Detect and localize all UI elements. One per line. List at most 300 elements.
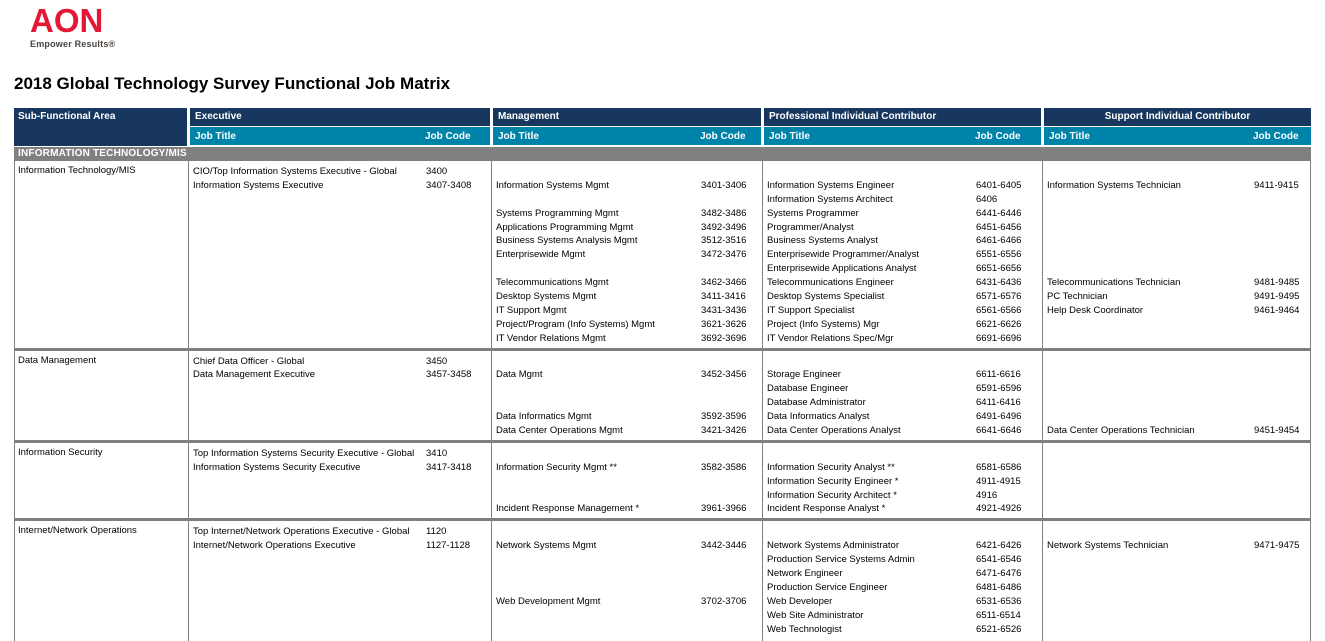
job-title <box>1043 332 1254 346</box>
job-title <box>189 581 426 595</box>
job-line <box>492 525 762 539</box>
job-line <box>1043 165 1312 179</box>
job-code <box>1254 332 1312 346</box>
job-code <box>1254 567 1312 581</box>
job-code: 3452-3456 <box>701 369 747 381</box>
job-title <box>1043 567 1254 581</box>
job-code <box>1254 553 1312 567</box>
header-job-title: Job Title <box>195 130 236 142</box>
job-line <box>1043 355 1312 369</box>
job-title: Telecommunications Mgmt <box>496 277 609 289</box>
job-title: PC Technician <box>1047 291 1108 303</box>
job-title <box>1043 581 1254 595</box>
job-code <box>1254 410 1312 424</box>
job-code <box>1254 525 1312 539</box>
job-line <box>763 623 1042 637</box>
group-cell-management <box>491 521 762 641</box>
job-code: 6421-6426 <box>976 540 1022 552</box>
job-code: 3482-3486 <box>701 207 747 219</box>
job-code: 3592-3596 <box>701 411 747 423</box>
job-title <box>1043 502 1254 516</box>
job-line <box>189 221 491 235</box>
job-line <box>763 447 1042 461</box>
job-line <box>189 290 491 304</box>
job-line <box>492 304 762 318</box>
job-code: 9491-9495 <box>1254 291 1300 303</box>
job-title: Data Management Executive <box>193 369 315 381</box>
job-line <box>1043 475 1312 489</box>
job-line <box>492 248 762 262</box>
group-cell-professional-ic <box>762 521 1042 641</box>
job-line <box>763 248 1042 262</box>
job-line <box>492 332 762 346</box>
job-title <box>189 424 426 438</box>
job-code: 6511-6514 <box>976 609 1021 621</box>
job-code <box>426 290 491 304</box>
job-line <box>1043 553 1312 567</box>
job-code: 6621-6626 <box>976 318 1022 330</box>
job-code: 6481-6486 <box>976 581 1022 593</box>
job-line <box>492 553 762 567</box>
job-line <box>763 262 1042 276</box>
job-line <box>492 290 762 304</box>
group-cell-support-ic <box>1042 161 1312 348</box>
job-title <box>1043 207 1254 221</box>
job-code <box>426 207 491 221</box>
job-line <box>1043 396 1312 410</box>
job-line <box>492 461 762 475</box>
job-line <box>763 304 1042 318</box>
job-code: 4911-4915 <box>976 475 1021 487</box>
job-code <box>1254 623 1312 637</box>
job-line <box>189 318 491 332</box>
job-title: Information Systems Architect <box>767 193 893 205</box>
job-code: 1127-1128 <box>426 540 471 552</box>
job-title: Internet/Network Operations Executive <box>193 540 356 552</box>
job-title <box>492 525 701 539</box>
job-code <box>426 623 491 637</box>
job-line <box>1043 525 1312 539</box>
job-code <box>426 332 491 346</box>
header-group-label-support-ic: Support Individual Contributor <box>1044 108 1311 127</box>
job-code <box>426 318 491 332</box>
job-code: 6406 <box>976 193 998 205</box>
job-title: Top Information Systems Security Executive - Global <box>193 447 415 459</box>
job-line <box>492 567 762 581</box>
job-line <box>763 355 1042 369</box>
job-code <box>1254 447 1312 461</box>
job-title: Incident Response Management * <box>496 503 640 515</box>
job-code <box>1254 489 1312 503</box>
group-cell-executive <box>188 521 491 641</box>
job-title <box>1043 553 1254 567</box>
job-line <box>492 424 762 438</box>
job-code <box>701 567 762 581</box>
job-line <box>1043 221 1312 235</box>
job-code <box>426 304 491 318</box>
job-title <box>1043 525 1254 539</box>
job-line <box>1043 581 1312 595</box>
job-title: Storage Engineer <box>767 369 841 381</box>
group-cell-management <box>491 351 762 440</box>
job-code <box>426 567 491 581</box>
job-title <box>189 623 426 637</box>
job-code <box>1254 262 1312 276</box>
header-job-code: Job Code <box>700 130 746 142</box>
job-line <box>1043 623 1312 637</box>
job-title: Data Informatics Analyst <box>767 411 870 423</box>
job-title: Systems Programming Mgmt <box>496 207 619 219</box>
job-title: Applications Programming Mgmt <box>496 221 634 233</box>
job-line <box>1043 304 1312 318</box>
job-code: 4921-4926 <box>976 503 1022 515</box>
job-line <box>189 595 491 609</box>
job-title <box>1043 193 1254 207</box>
job-line <box>189 355 491 369</box>
job-line <box>763 165 1042 179</box>
job-title <box>492 475 701 489</box>
job-code: 6641-6646 <box>976 425 1022 437</box>
job-title <box>189 221 426 235</box>
job-title: Telecommunications Technician <box>1047 277 1181 289</box>
job-title: Information Security Mgmt ** <box>496 461 617 473</box>
job-line <box>189 368 491 382</box>
job-code <box>701 609 762 623</box>
job-title <box>189 396 426 410</box>
job-code <box>1254 165 1312 179</box>
job-code <box>1254 461 1312 475</box>
header-sub-functional-area: Sub-Functional Area <box>14 108 187 146</box>
job-line <box>189 609 491 623</box>
job-code <box>701 623 762 637</box>
job-title <box>1043 248 1254 262</box>
job-line <box>763 489 1042 503</box>
group-cell-management <box>491 443 762 518</box>
job-line <box>189 276 491 290</box>
job-line <box>1043 447 1312 461</box>
job-title <box>1043 410 1254 424</box>
job-code <box>976 525 1042 539</box>
job-line <box>1043 567 1312 581</box>
job-line <box>189 304 491 318</box>
job-title <box>1043 447 1254 461</box>
job-title: Data Informatics Mgmt <box>496 411 592 423</box>
job-title <box>1043 475 1254 489</box>
job-line <box>189 179 491 193</box>
job-title <box>492 553 701 567</box>
job-code: 6581-6586 <box>976 461 1022 473</box>
job-title: Web Development Mgmt <box>496 595 601 607</box>
job-title: Business Systems Analysis Mgmt <box>496 235 638 247</box>
job-title <box>763 447 976 461</box>
job-line <box>1043 461 1312 475</box>
group-cell-executive <box>188 443 491 518</box>
job-code <box>426 276 491 290</box>
job-line <box>492 623 762 637</box>
job-code: 3621-3626 <box>701 318 747 330</box>
group-cell-professional-ic <box>762 443 1042 518</box>
job-line <box>763 567 1042 581</box>
job-code <box>426 475 491 489</box>
matrix-row <box>14 521 1311 641</box>
job-title: Information Systems Security Executive <box>193 461 361 473</box>
job-line <box>189 234 491 248</box>
job-line <box>763 539 1042 553</box>
job-code <box>426 609 491 623</box>
job-title: Information Systems Engineer <box>767 179 895 191</box>
job-title: Project/Program (Info Systems) Mgmt <box>496 318 655 330</box>
job-code: 6441-6446 <box>976 207 1022 219</box>
job-line <box>189 581 491 595</box>
job-title <box>492 623 701 637</box>
job-title: Information Security Analyst ** <box>767 461 895 473</box>
header-subrow-professional-ic <box>764 127 1041 145</box>
job-code: 3431-3436 <box>701 304 747 316</box>
header-group-label-professional-ic: Professional Individual Contributor <box>764 108 1041 127</box>
job-code: 6551-6556 <box>976 249 1022 261</box>
job-line <box>189 165 491 179</box>
job-title <box>492 355 701 369</box>
job-title <box>492 193 701 207</box>
job-line <box>1043 595 1312 609</box>
job-title: Network Systems Administrator <box>767 540 899 552</box>
job-title <box>1043 165 1254 179</box>
job-code: 3961-3966 <box>701 503 747 515</box>
job-code: 3442-3446 <box>701 540 747 552</box>
job-line <box>1043 193 1312 207</box>
job-title: Enterprisewide Programmer/Analyst <box>767 249 920 261</box>
job-line <box>1043 290 1312 304</box>
job-code <box>1254 248 1312 262</box>
job-title <box>189 332 426 346</box>
job-code <box>1254 318 1312 332</box>
job-code <box>426 262 491 276</box>
header-job-title: Job Title <box>1049 130 1090 142</box>
job-code: 3457-3458 <box>426 369 472 381</box>
job-title <box>1043 234 1254 248</box>
job-line <box>189 553 491 567</box>
job-line <box>1043 179 1312 193</box>
table-header <box>14 108 1311 146</box>
job-line <box>189 424 491 438</box>
job-code: 4916 <box>976 489 998 501</box>
job-title <box>492 382 701 396</box>
job-line <box>189 447 491 461</box>
job-title <box>189 234 426 248</box>
job-title <box>492 489 701 503</box>
group-cell-support-ic <box>1042 351 1312 440</box>
job-line <box>189 502 491 516</box>
header-job-code: Job Code <box>425 130 471 142</box>
job-code: 6541-6546 <box>976 554 1022 566</box>
job-title <box>189 475 426 489</box>
job-title: Network Engineer <box>767 568 843 580</box>
job-title <box>1043 489 1254 503</box>
job-code <box>701 581 762 595</box>
job-line <box>763 382 1042 396</box>
job-line <box>492 502 762 516</box>
job-line <box>763 525 1042 539</box>
job-code <box>1254 207 1312 221</box>
job-code: 9451-9454 <box>1254 425 1300 437</box>
job-line <box>763 332 1042 346</box>
job-title: Information Security Architect * <box>767 489 897 501</box>
header-group-label-management: Management <box>493 108 761 127</box>
job-matrix-table <box>14 108 1311 641</box>
job-title <box>189 567 426 581</box>
job-code <box>1254 355 1312 369</box>
job-line <box>1043 609 1312 623</box>
job-code: 9471-9475 <box>1254 540 1300 552</box>
job-code <box>701 475 762 489</box>
job-code: 3401-3406 <box>701 179 747 191</box>
job-title: Data Center Operations Analyst <box>767 425 901 437</box>
job-line <box>1043 539 1312 553</box>
group-cell-management <box>491 161 762 348</box>
section-bar-information-technology-mis: INFORMATION TECHNOLOGY/MIS <box>14 146 1311 161</box>
job-line <box>763 179 1042 193</box>
job-title <box>1043 461 1254 475</box>
job-line <box>492 447 762 461</box>
header-group-label-executive: Executive <box>190 108 490 127</box>
group-cell-professional-ic <box>762 351 1042 440</box>
group-cell-support-ic <box>1042 521 1312 641</box>
job-line <box>1043 234 1312 248</box>
job-title: Enterprisewide Applications Analyst <box>767 263 917 275</box>
job-line <box>1043 332 1312 346</box>
job-code: 6651-6656 <box>976 263 1022 275</box>
job-code <box>426 424 491 438</box>
job-title: Database Engineer <box>767 383 849 395</box>
job-line <box>492 193 762 207</box>
sub-functional-area-cell: Information Technology/MIS <box>18 165 136 176</box>
job-line <box>189 207 491 221</box>
job-title <box>189 248 426 262</box>
job-code <box>1254 609 1312 623</box>
job-code <box>1254 193 1312 207</box>
header-job-title: Job Title <box>498 130 539 142</box>
job-title: Programmer/Analyst <box>767 221 854 233</box>
job-title <box>1043 262 1254 276</box>
job-code <box>701 382 762 396</box>
job-code: 3417-3418 <box>426 461 472 473</box>
job-code <box>1254 475 1312 489</box>
job-title <box>1043 318 1254 332</box>
job-code: 3421-3426 <box>701 425 747 437</box>
job-title: Database Administrator <box>767 397 866 409</box>
job-code <box>426 410 491 424</box>
job-code: 6401-6405 <box>976 179 1022 191</box>
job-line <box>763 276 1042 290</box>
job-line <box>492 179 762 193</box>
job-code <box>1254 382 1312 396</box>
job-line <box>1043 207 1312 221</box>
job-code <box>426 248 491 262</box>
job-code: 6451-6456 <box>976 221 1022 233</box>
job-title <box>763 165 976 179</box>
job-line <box>189 461 491 475</box>
job-title <box>1043 595 1254 609</box>
job-line <box>763 502 1042 516</box>
job-title <box>1043 382 1254 396</box>
job-line <box>189 248 491 262</box>
job-title <box>1043 355 1254 369</box>
job-title: Desktop Systems Specialist <box>767 291 885 303</box>
job-line <box>1043 248 1312 262</box>
job-title: Data Mgmt <box>496 369 543 381</box>
job-code <box>426 553 491 567</box>
job-code <box>701 525 762 539</box>
job-title <box>189 290 426 304</box>
job-title: Desktop Systems Mgmt <box>496 291 597 303</box>
header-job-code: Job Code <box>1253 130 1299 142</box>
job-title <box>492 609 701 623</box>
job-line <box>763 553 1042 567</box>
job-title <box>492 567 701 581</box>
job-title: Project (Info Systems) Mgr <box>767 318 880 330</box>
job-title <box>1043 623 1254 637</box>
job-title: Information Systems Mgmt <box>496 179 609 191</box>
job-code: 1120 <box>426 526 447 538</box>
job-line <box>189 489 491 503</box>
job-line <box>492 221 762 235</box>
job-title: IT Support Specialist <box>767 304 855 316</box>
job-code <box>1254 502 1312 516</box>
job-title: Business Systems Analyst <box>767 235 878 247</box>
job-line <box>492 234 762 248</box>
job-line <box>492 595 762 609</box>
job-code <box>1254 234 1312 248</box>
job-line <box>189 567 491 581</box>
job-line <box>763 609 1042 623</box>
job-title <box>189 410 426 424</box>
job-line <box>492 355 762 369</box>
job-code: 6461-6466 <box>976 235 1022 247</box>
job-line <box>492 318 762 332</box>
job-title <box>492 165 701 179</box>
job-code: 6571-6576 <box>976 291 1022 303</box>
job-title <box>189 262 426 276</box>
header-subrow-executive <box>190 127 490 145</box>
job-code <box>1254 581 1312 595</box>
job-title: Data Center Operations Mgmt <box>496 425 623 437</box>
job-code: 3582-3586 <box>701 461 747 473</box>
header-group-support-ic <box>1041 108 1311 146</box>
job-line <box>763 207 1042 221</box>
job-code <box>976 355 1042 369</box>
job-line <box>763 234 1042 248</box>
job-code <box>701 165 762 179</box>
job-title: Information Security Engineer * <box>767 475 899 487</box>
job-code: 3407-3408 <box>426 179 472 191</box>
job-title <box>492 396 701 410</box>
job-line <box>189 525 491 539</box>
job-line <box>492 396 762 410</box>
job-line <box>492 581 762 595</box>
job-code: 3702-3706 <box>701 595 747 607</box>
job-line <box>189 410 491 424</box>
job-line <box>763 424 1042 438</box>
job-line <box>763 581 1042 595</box>
job-code: 6561-6566 <box>976 304 1022 316</box>
job-title <box>1043 368 1254 382</box>
job-code: 6491-6496 <box>976 411 1022 423</box>
job-code <box>976 447 1042 461</box>
job-title <box>492 447 701 461</box>
job-title: Enterprisewide Mgmt <box>496 249 586 261</box>
header-group-professional-ic <box>761 108 1041 146</box>
job-title: Incident Response Analyst * <box>767 503 886 515</box>
